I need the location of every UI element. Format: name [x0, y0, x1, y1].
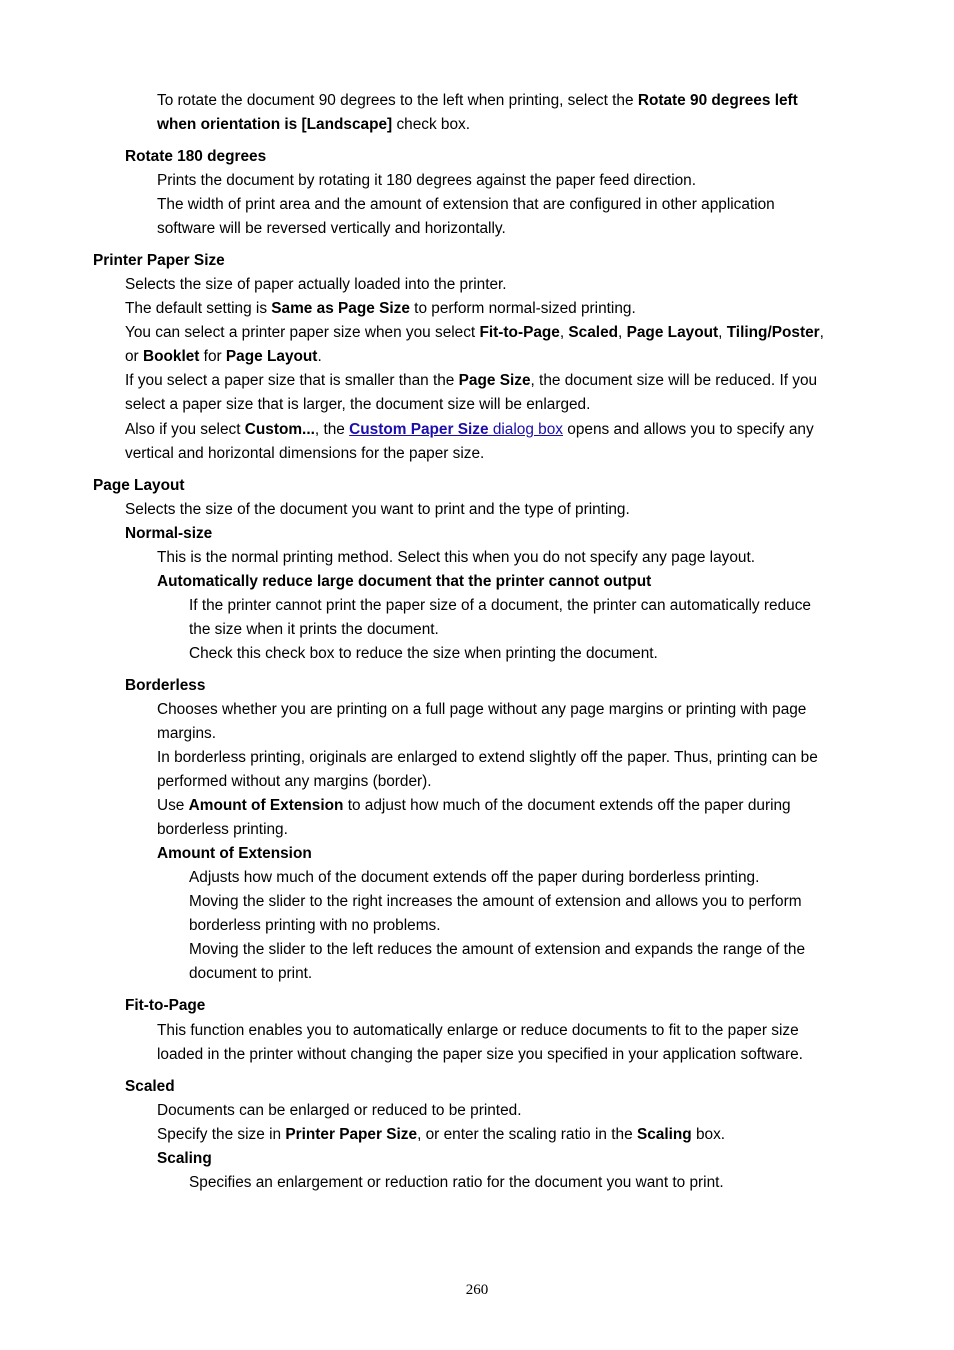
paragraph-line: Prints the document by rotating it 180 degrees against the paper feed direction.	[157, 172, 697, 189]
paragraph-line	[157, 794, 791, 818]
paragraph-line: Selects the size of the document you want to print and the type of printing.	[125, 501, 630, 518]
text: ,	[819, 324, 824, 341]
setting-name: Tiling/Poster	[726, 324, 820, 341]
paragraph-line: borderless printing with no problems.	[189, 917, 441, 934]
heading-scaled: Scaled	[125, 1078, 175, 1095]
paragraph-line: performed without any margins (border).	[157, 773, 432, 790]
paragraph-line: loaded in the printer without changing the paper size you specified in your application software.	[157, 1046, 803, 1063]
heading-printer-paper-size: Printer Paper Size	[93, 252, 225, 269]
setting-name: Fit-to-Page	[479, 324, 560, 341]
text: Specify the size in	[157, 1126, 286, 1143]
text: Use	[157, 797, 189, 814]
page-number: 260	[465, 1282, 489, 1298]
text: ,	[718, 324, 727, 341]
text: ,	[618, 324, 627, 341]
heading-rotate-180: Rotate 180 degrees	[125, 148, 267, 165]
heading-normal-size: Normal-size	[125, 525, 213, 542]
text: to adjust how much of the document extends off the paper during	[343, 797, 791, 814]
paragraph-line	[157, 1123, 725, 1147]
text: opens and allows you to specify any	[563, 421, 814, 438]
custom-paper-size-link[interactable]	[349, 421, 563, 438]
paragraph-line: margins.	[157, 725, 217, 742]
paragraph-line: Specifies an enlargement or reduction ratio for the document you want to print.	[189, 1174, 724, 1191]
setting-name: Custom...	[244, 421, 315, 438]
paragraph-line: borderless printing.	[157, 821, 288, 838]
setting-name: Page Layout	[225, 348, 318, 365]
paragraph-line: document to print.	[189, 965, 313, 982]
paragraph-line: Moving the slider to the left reduces the amount of extension and expands the range of the	[189, 941, 806, 958]
setting-name: Booklet	[142, 348, 200, 365]
setting-name: when orientation is [Landscape]	[157, 116, 393, 133]
heading-scaling: Scaling	[157, 1150, 212, 1167]
link-text: dialog box	[488, 421, 563, 438]
setting-name: Scaling	[636, 1126, 692, 1143]
paragraph-line	[125, 418, 814, 442]
setting-name: Scaled	[568, 324, 619, 341]
paragraph-line: vertical and horizontal dimensions for the paper size.	[125, 445, 485, 462]
rotate90-desc-line1	[157, 89, 798, 113]
paragraph-line: Moving the slider to the right increases the amount of extension and allows you to perform	[189, 893, 802, 910]
paragraph-line	[125, 321, 824, 345]
setting-name: Amount of Extension	[188, 797, 344, 814]
text: or	[125, 348, 143, 365]
link-bold-text: Custom Paper Size	[349, 421, 489, 438]
text: , or enter the scaling ratio in the	[417, 1126, 637, 1143]
text: If you select a paper size that is smaller than the	[125, 372, 459, 389]
paragraph-line: In borderless printing, originals are enlarged to extend slightly off the paper. Thus, printing can be	[157, 749, 818, 766]
paragraph-line: software will be reversed vertically and horizontally.	[157, 220, 506, 237]
text: You can select a printer paper size when you select	[125, 324, 480, 341]
heading-borderless: Borderless	[125, 677, 206, 694]
paragraph-line	[125, 369, 817, 393]
setting-name: Printer Paper Size	[285, 1126, 418, 1143]
text: check box.	[392, 116, 471, 133]
paragraph-line	[125, 345, 322, 369]
text: box.	[691, 1126, 726, 1143]
text: ,	[559, 324, 569, 341]
paragraph-line: Check this check box to reduce the size when printing the document.	[189, 645, 658, 662]
paragraph-line: Adjusts how much of the document extends off the paper during borderless printing.	[189, 869, 760, 886]
heading-fit-to-page: Fit-to-Page	[125, 997, 206, 1014]
setting-name: Page Layout	[626, 324, 719, 341]
paragraph-line: Selects the size of paper actually loaded into the printer.	[125, 276, 507, 293]
paragraph-line: Documents can be enlarged or reduced to be printed.	[157, 1102, 522, 1119]
text: , the	[314, 421, 350, 438]
setting-name: Page Size	[458, 372, 531, 389]
text: .	[317, 348, 322, 365]
heading-auto-reduce: Automatically reduce large document that the printer cannot output	[157, 573, 652, 590]
paragraph-line: select a paper size that is larger, the document size will be enlarged.	[125, 396, 591, 413]
paragraph-line: This function enables you to automatically enlarge or reduce documents to fit to the paper size	[157, 1022, 799, 1039]
setting-name: Rotate 90 degrees left	[637, 92, 798, 109]
text: , the document size will be reduced. If you	[530, 372, 818, 389]
paragraph-line	[125, 297, 636, 321]
text: Also if you select	[125, 421, 245, 438]
paragraph-line: the size when it prints the document.	[189, 621, 439, 638]
text: To rotate the document 90 degrees to the left when printing, select the	[157, 92, 638, 109]
text: for	[199, 348, 226, 365]
text: to perform normal-sized printing.	[409, 300, 636, 317]
paragraph-line: The width of print area and the amount of extension that are configured in other application	[157, 196, 775, 213]
heading-page-layout: Page Layout	[93, 477, 185, 494]
rotate90-desc-line2	[157, 113, 470, 137]
paragraph-line: Chooses whether you are printing on a full page without any page margins or printing with page	[157, 701, 807, 718]
setting-name: Same as Page Size	[271, 300, 410, 317]
text: The default setting is	[125, 300, 272, 317]
paragraph-line: If the printer cannot print the paper size of a document, the printer can automatically reduce	[189, 597, 811, 614]
heading-amount-of-extension: Amount of Extension	[157, 845, 312, 862]
paragraph-line: This is the normal printing method. Select this when you do not specify any page layout.	[157, 549, 756, 566]
